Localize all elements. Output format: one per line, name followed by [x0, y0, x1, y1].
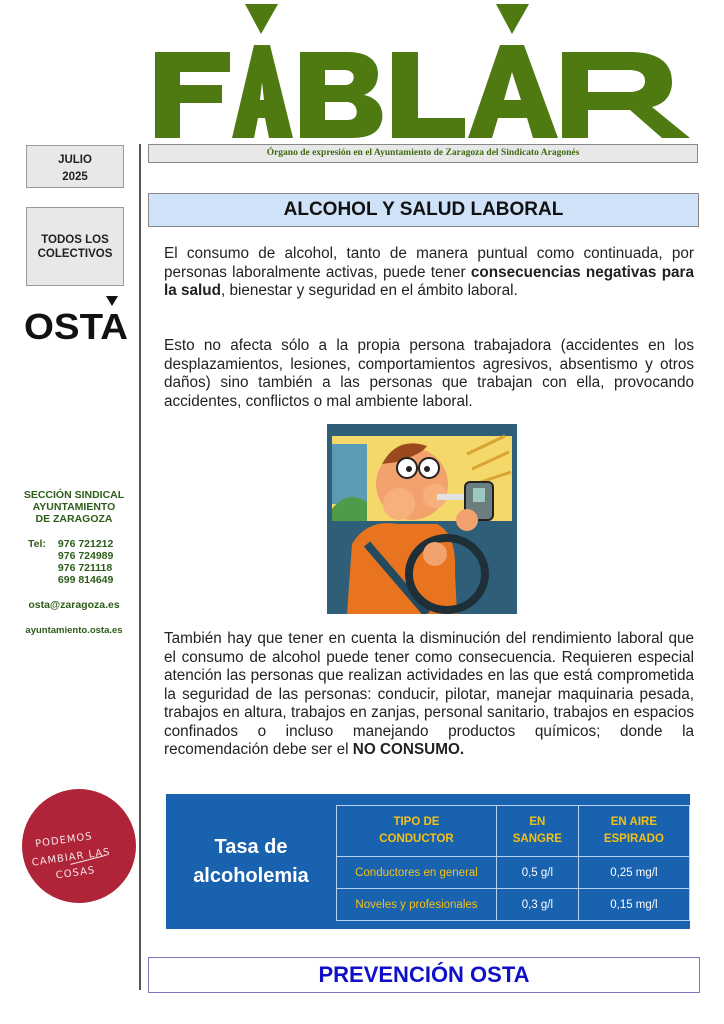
paragraph-3: [164, 630, 694, 760]
masthead-subtitle: Órgano de expresión en el Ayuntamiento de Zaragoza del Sindicato Aragonés: [148, 144, 698, 163]
phone-list: [28, 538, 113, 586]
website-link[interactable]: ayuntamiento.osta.es: [25, 625, 123, 636]
footer-banner: PREVENCIÓN OSTA: [148, 957, 700, 993]
table-row: [337, 857, 690, 889]
union-section-name: [10, 489, 138, 525]
column-divider: [139, 144, 141, 990]
svg-text:OSTA: OSTA: [24, 306, 128, 342]
phone-number[interactable]: 699 814649: [57, 574, 114, 586]
audience-line-2: COLECTIVOS: [37, 248, 113, 260]
phone-number[interactable]: 976 721212: [57, 538, 114, 550]
blood-limit-cell: 0,3 g/l: [496, 889, 578, 921]
paragraph-1: [164, 245, 694, 301]
breath-limit-cell: 0,15 mg/l: [578, 889, 689, 921]
issue-date-box: [26, 145, 124, 188]
paragraph-3-emphasis: NO CONSUMO.: [352, 741, 465, 758]
phone-number[interactable]: 976 724989: [57, 550, 114, 562]
phone-number[interactable]: 976 721118: [57, 562, 113, 574]
header-driver-type: TIPO DE CONDUCTOR: [337, 806, 497, 857]
email-link[interactable]: osta@zaragoza.es: [28, 599, 120, 611]
issue-month: JULIO: [58, 154, 92, 166]
alcohol-limits-panel: [166, 794, 690, 929]
masthead-logo: [150, 0, 700, 142]
alcohol-limits-title: [166, 794, 336, 929]
article-title: ALCOHOL Y SALUD LABORAL: [148, 193, 699, 227]
audience-box: [26, 207, 124, 286]
paragraph-1-emphasis: consecuencias negativas para la salud: [164, 263, 695, 299]
table-row: [337, 889, 690, 921]
breathalyzer-illustration: [327, 424, 517, 614]
alcohol-limits-table: [336, 805, 690, 921]
paragraph-1-end: , bienestar y seguridad en el ámbito laboral.: [220, 282, 518, 299]
table-header-row: [337, 806, 690, 857]
breath-limit-cell: 0,25 mg/l: [578, 857, 689, 889]
svg-text:COSAS: COSAS: [55, 865, 96, 882]
table-title-line-1: Tasa de: [214, 835, 288, 858]
section-line-2: AYUNTAMIENTO: [32, 501, 116, 513]
section-line-3: DE ZARAGOZA: [35, 513, 113, 525]
issue-year: 2025: [62, 171, 88, 183]
fablar-logo: [150, 0, 700, 142]
header-breath: EN AIRE ESPIRADO: [578, 806, 689, 857]
tel-label: Tel:: [28, 538, 46, 550]
table-title-line-2: alcoholemia: [193, 864, 309, 887]
osta-logo: [24, 296, 128, 342]
paragraph-1-text: El consumo de alcohol, tanto de manera puntual como continuada, por personas laboralmente activas, puede tener: [164, 245, 694, 281]
paragraph-2: Esto no afecta sólo a la propia persona trabajadora (accidentes en los desplazamientos, lesiones, comportamientos agresivos, absentismo y otros daños) sino también a las personas que trabajan con ella, provocando accidentes, conflictos o mal ambiente laboral.: [164, 337, 694, 410]
blood-limit-cell: 0,5 g/l: [496, 857, 578, 889]
section-line-1: SECCIÓN SINDICAL: [23, 489, 125, 501]
svg-text:CAMBIAR LAS: CAMBIAR LAS: [31, 846, 112, 869]
header-blood: EN SANGRE: [496, 806, 578, 857]
paragraph-3-text: También hay que tener en cuenta la disminución del rendimiento laboral que el consumo de alcohol puede tener como consecuencia. Requieren especial atención las personas que realizan actividades en las que está comprometida la seguridad de las personas: conducir, pilotar, manejar maquinaria pesada, trabajos en altura, trabajos en zanjas, personal sanitario, trabajos en espacios confinados o incluso manejando productos químicos; donde la recomendación debe ser el: [164, 630, 694, 758]
svg-text:PODEMOS: PODEMOS: [34, 831, 94, 851]
driver-type-cell: Noveles y profesionales: [337, 889, 497, 921]
audience-line-1: TODOS LOS: [41, 234, 109, 246]
logo-text: FÀBLÀR: [150, 0, 154, 1]
slogan-badge: [22, 789, 136, 903]
driver-type-cell: Conductores en general: [337, 857, 497, 889]
